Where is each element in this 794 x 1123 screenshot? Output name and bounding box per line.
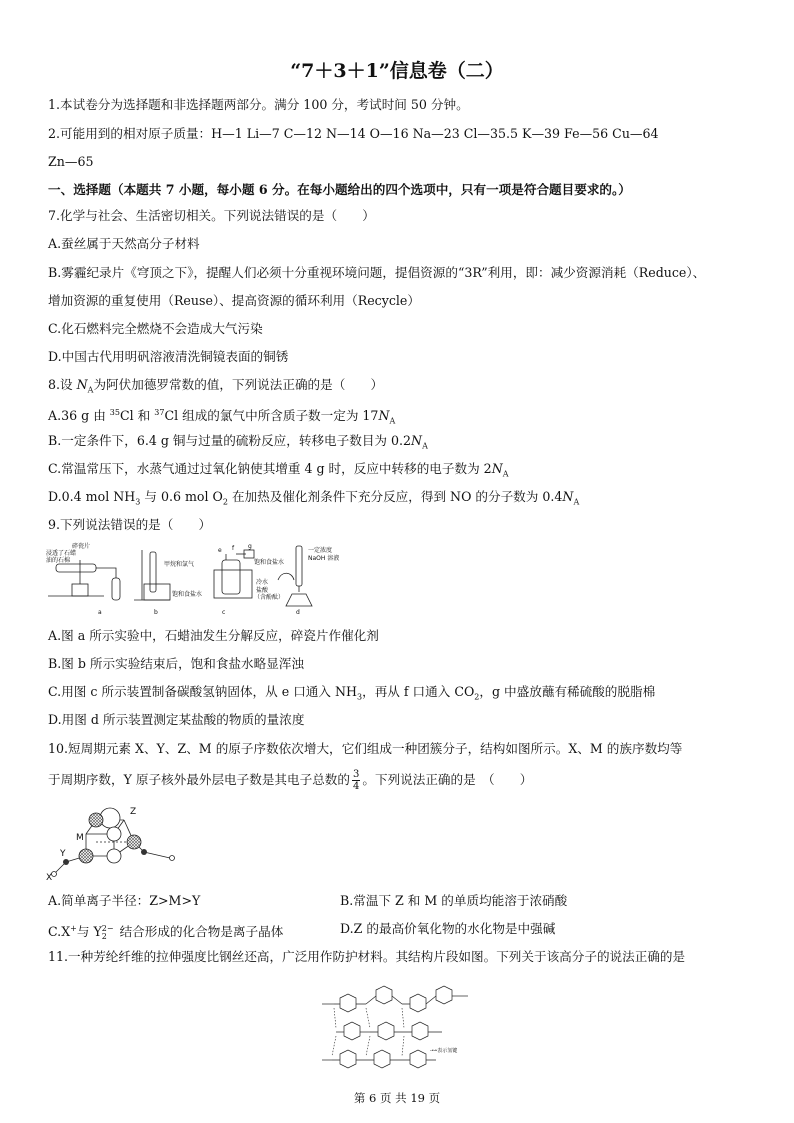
q10-option-b: B.常温下 Z 和 M 的单质均能溶于浓硝酸	[340, 893, 568, 908]
apparatus-a	[48, 560, 120, 600]
q10-cluster-figure	[46, 800, 186, 884]
b-label-1: 甲烷和氯气	[164, 561, 195, 568]
q8-option-d: D.0.4 mol $NH_3$ 与 0.6 mol $O_2$ 在加热及催化剂条件下充分反应，得到 NO 的分子数为 $0.4N_A$	[48, 489, 580, 507]
d-label-1: 一定浓度	[308, 547, 333, 554]
apparatus-b	[134, 550, 170, 600]
q9-option-a: A.图 a 所示实验中，石蜡油发生分解反应，碎瓷片作催化剂	[48, 628, 379, 643]
note-2-cont: Zn—65	[48, 154, 94, 169]
a-label-2: 浸透了石蜡	[46, 550, 77, 557]
q9-option-d: D.用图 d 所示装置测定某盐酸的物质的量浓度	[48, 712, 305, 727]
atom-m	[89, 813, 103, 827]
page-footer: 第 6 页 共 19 页	[353, 1091, 441, 1105]
q11-polymer-structure-figure	[318, 982, 474, 1072]
atom-z-2	[107, 827, 121, 841]
q10-stem: 10.短周期元素 X、Y、Z、M 的原子序数依次增大，它们组成一种团簇分子，结构如图所示。X、M 的族序数均等	[48, 741, 683, 756]
q10-option-d: D.Z 的最高价氧化物的水化物是中强碱	[340, 921, 556, 936]
q7-option-a: A.蚕丝属于天然高分子材料	[48, 236, 200, 251]
q10-option-a: A.简单离子半径：Z>M>Y	[48, 893, 201, 908]
atom-y-2	[141, 849, 147, 855]
q9-option-c: C.用图 c 所示装置制备碳酸氢钠固体，从 e 口通入 $NH_3$，再从 f 口通入 $CO_2$，g 中盛放蘸有稀硫酸的脱脂棉	[48, 684, 656, 702]
label-m: M	[76, 833, 84, 843]
q7-option-b: B.雾霾纪录片《穹顶之下》，提醒人们必须十分重视环境问题，提倡资源的“3R”利用，即：减少资源消耗（Reduce）、	[48, 265, 706, 280]
q7-stem: 7.化学与社会、生活密切相关。下列说法错误的是（ ）	[48, 208, 375, 223]
fraction-three-quarters: $\frac{3}{4}$	[352, 769, 360, 792]
fig-label-a: a	[98, 609, 102, 616]
label-z: Z	[130, 807, 137, 817]
q7-option-d: D.中国古代用明矾溶液清洗铜镜表面的铜锈	[48, 349, 289, 364]
q8-option-a: A.36 g 由 $^{35}$Cl 和 $^{37}$Cl 组成的氯气中所含质子数一定为 $17N_A$	[48, 408, 396, 426]
fig-label-g: g	[248, 543, 252, 550]
atom-y	[63, 859, 69, 865]
fig-label-c: c	[222, 609, 226, 616]
q8-stem: 8.设 $N_A$为阿伏加德罗常数的值，下列说法正确的是（ ）	[48, 377, 384, 395]
d-label-2: NaOH 溶液	[308, 555, 340, 562]
a-label-3: 油的石棉	[46, 557, 71, 564]
q8-option-c: C.常温常压下，水蒸气通过过氧化钠使其增重 4 g 时，反应中转移的电子数为 $2N_A$	[48, 461, 509, 479]
label-y: Y	[60, 849, 66, 859]
atom-z-3	[107, 849, 121, 863]
page-title: “7＋3＋1”信息卷（二）	[290, 60, 504, 82]
polymer-chains	[322, 986, 468, 1068]
note-2: 2.可能用到的相对原子质量：H—1 Li—7 C—12 N—14 O—16 Na—23 Cl—35.5 K—39 Fe—56 Cu—64	[48, 126, 659, 141]
fig-label-d: d	[296, 609, 300, 616]
atom-m-3	[127, 835, 141, 849]
fig-label-b: b	[154, 609, 158, 616]
c-label-2: 冷水	[256, 579, 269, 586]
c-label-3: 盐酸	[256, 587, 269, 594]
fig-label-e: e	[218, 547, 222, 554]
q11-stem: 11.一种芳纶纤维的拉伸强度比钢丝还高，广泛用作防护材料。其结构片段如图。下列关于该高分子的说法正确的是	[48, 949, 686, 964]
atom-x	[52, 872, 57, 877]
q10-option-c: C.X+与 Y 2− 2 结合形成的化合物是离子晶体	[48, 923, 284, 941]
q10-stem-cont: 于周期序数，Y 原子核外最外层电子数是其电子总数的 $\frac{3}{4}$ 。下列说法正确的是 （ ）	[48, 769, 533, 792]
hbond-legend: ----表示氢键	[430, 1048, 458, 1054]
atom-x-2	[170, 856, 175, 861]
c-label-1: 饱和食盐水	[254, 559, 285, 566]
q7-option-c: C.化石燃料完全燃烧不会造成大气污染	[48, 321, 263, 336]
q9-option-b: B.图 b 所示实验结束后，饱和食盐水略显浑浊	[48, 656, 305, 671]
note-1: 1.本试卷分为选择题和非选择题两部分。满分 100 分，考试时间 50 分钟。	[48, 97, 469, 112]
b-label-2: 饱和食盐水	[172, 591, 203, 598]
c-label-4: （含酚酞）	[254, 594, 285, 601]
q9-apparatus-figure	[46, 540, 346, 620]
apparatus-c	[214, 550, 254, 598]
fig-label-f: f	[232, 545, 235, 552]
section-heading: 一、选择题（本题共 7 小题，每小题 6 分。在每小题给出的四个选项中，只有一项是符合题目要求的。）	[48, 182, 631, 197]
a-label-1: 碎瓷片	[72, 543, 91, 550]
label-x: X	[46, 873, 53, 883]
atom-m-2	[79, 849, 93, 863]
q8-option-b: B.一定条件下，6.4 g 铜与过量的硫粉反应，转移电子数目为 $0.2N_A$	[48, 433, 428, 451]
q9-stem: 9.下列说法错误的是（ ）	[48, 517, 212, 532]
q7-option-b-cont: 增加资源的重复使用（Reuse）、提高资源的循环利用（Recycle）	[48, 293, 420, 308]
